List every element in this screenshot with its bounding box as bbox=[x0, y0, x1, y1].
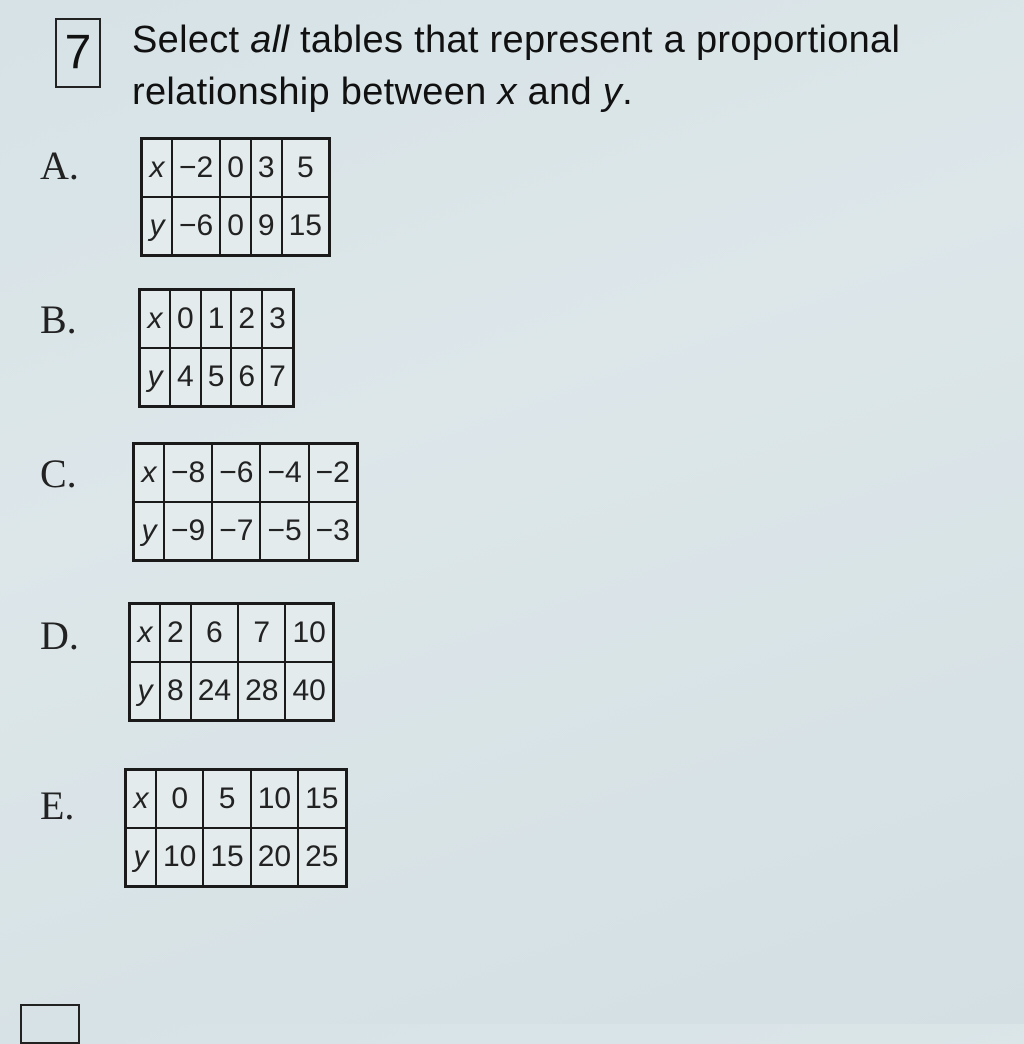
table-row-x bbox=[142, 139, 330, 198]
table-cell: y bbox=[142, 197, 173, 256]
table-cell: x bbox=[140, 290, 171, 349]
table-cell: 9 bbox=[251, 197, 282, 256]
option-d-table[interactable] bbox=[128, 602, 335, 722]
prompt-variable-y: y bbox=[602, 71, 623, 113]
next-question-box bbox=[20, 1004, 80, 1044]
table-cell: 2 bbox=[160, 604, 191, 663]
table-cell: 15 bbox=[203, 828, 250, 887]
table-cell: 6 bbox=[231, 348, 262, 407]
table-cell: 0 bbox=[170, 290, 201, 349]
table-cell: 7 bbox=[262, 348, 293, 407]
prompt-emphasis: all bbox=[250, 19, 290, 61]
table-cell: −4 bbox=[260, 444, 308, 503]
table-cell: −7 bbox=[212, 502, 260, 561]
option-d-letter[interactable]: D. bbox=[40, 613, 79, 658]
table-cell: 6 bbox=[191, 604, 238, 663]
table-cell: 2 bbox=[231, 290, 262, 349]
table-row-x bbox=[134, 444, 358, 503]
table-cell: 5 bbox=[282, 139, 330, 198]
table-cell: 10 bbox=[285, 604, 333, 663]
table-cell: y bbox=[140, 348, 171, 407]
option-a-table[interactable] bbox=[140, 137, 331, 257]
option-e-letter[interactable]: E. bbox=[40, 783, 75, 828]
table-cell: 25 bbox=[298, 828, 346, 887]
table-cell: 28 bbox=[238, 662, 285, 721]
table-row-y bbox=[126, 828, 347, 887]
table-cell: −2 bbox=[309, 444, 358, 503]
option-c-table[interactable] bbox=[132, 442, 359, 562]
question-number: 7 bbox=[55, 18, 101, 88]
table-cell: 7 bbox=[238, 604, 285, 663]
option-b-letter[interactable]: B. bbox=[40, 297, 77, 342]
table-row-y bbox=[134, 502, 358, 561]
table-cell: −6 bbox=[172, 197, 220, 256]
prompt-text: relationship between bbox=[132, 71, 498, 113]
prompt-text: and bbox=[516, 71, 603, 113]
table-cell: 3 bbox=[251, 139, 282, 198]
table-cell: x bbox=[130, 604, 161, 663]
table-cell: y bbox=[126, 828, 157, 887]
table-cell: −2 bbox=[172, 139, 220, 198]
table-cell: 5 bbox=[201, 348, 232, 407]
table-cell: x bbox=[142, 139, 173, 198]
table-cell: 20 bbox=[251, 828, 298, 887]
question-prompt bbox=[132, 14, 1012, 118]
table-cell: −5 bbox=[260, 502, 308, 561]
table-cell: 0 bbox=[156, 770, 203, 829]
table-cell: −3 bbox=[309, 502, 358, 561]
table-cell: −9 bbox=[164, 502, 212, 561]
table-cell: y bbox=[134, 502, 165, 561]
option-b-table[interactable] bbox=[138, 288, 295, 408]
table-row-y bbox=[140, 348, 294, 407]
table-cell: 3 bbox=[262, 290, 293, 349]
table-row-y bbox=[130, 662, 334, 721]
table-cell: 40 bbox=[285, 662, 333, 721]
table-cell: 15 bbox=[282, 197, 330, 256]
table-cell: 0 bbox=[220, 197, 251, 256]
prompt-text: tables that represent a proportional bbox=[289, 19, 901, 61]
table-cell: −8 bbox=[164, 444, 212, 503]
option-a-letter[interactable]: A. bbox=[40, 143, 79, 188]
table-cell: 24 bbox=[191, 662, 238, 721]
option-c-letter[interactable]: C. bbox=[40, 451, 77, 496]
table-cell: 8 bbox=[160, 662, 191, 721]
option-e-table[interactable] bbox=[124, 768, 348, 888]
table-cell: 0 bbox=[220, 139, 251, 198]
table-cell: 4 bbox=[170, 348, 201, 407]
prompt-variable-x: x bbox=[497, 71, 517, 113]
table-row-x bbox=[126, 770, 347, 829]
table-cell: 10 bbox=[156, 828, 203, 887]
table-row-x bbox=[140, 290, 294, 349]
table-cell: −6 bbox=[212, 444, 260, 503]
prompt-text: . bbox=[622, 71, 633, 113]
table-cell: 15 bbox=[298, 770, 346, 829]
table-cell: 1 bbox=[201, 290, 232, 349]
table-cell: x bbox=[126, 770, 157, 829]
table-cell: 5 bbox=[203, 770, 250, 829]
table-row-y bbox=[142, 197, 330, 256]
prompt-text: Select bbox=[132, 19, 251, 61]
table-cell: y bbox=[130, 662, 161, 721]
table-row-x bbox=[130, 604, 334, 663]
table-cell: 10 bbox=[251, 770, 298, 829]
table-cell: x bbox=[134, 444, 165, 503]
